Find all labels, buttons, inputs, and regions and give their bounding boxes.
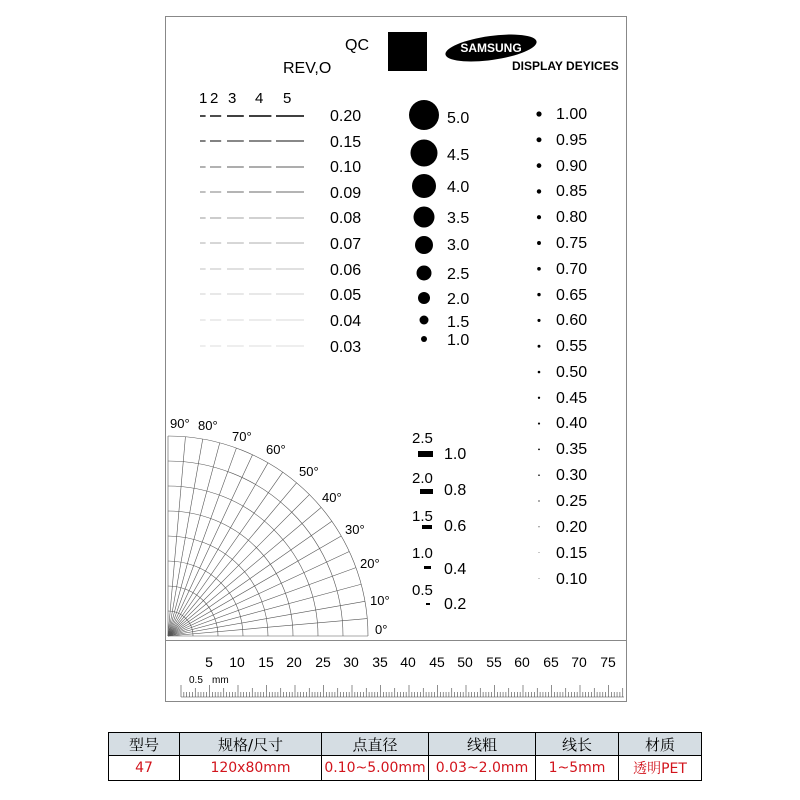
- large-dot: [414, 207, 435, 228]
- spec-table-header-row: [109, 733, 702, 756]
- spec-value-model: 47: [109, 756, 180, 781]
- bar-mark: [424, 566, 431, 569]
- ruler-label: 75: [600, 654, 616, 670]
- small-dot-label: 0.65: [556, 287, 588, 304]
- small-dot: [537, 215, 541, 219]
- small-dot-label: 0.35: [556, 441, 588, 458]
- bar-length-label: 1.5: [412, 508, 433, 525]
- spec-header-model: 型号: [109, 733, 180, 756]
- spec-header-dot-diameter: 点直径: [322, 733, 429, 756]
- small-dot: [536, 111, 541, 116]
- line-width-label: 0.15: [330, 134, 362, 151]
- bar-width-label: 1.0: [444, 446, 467, 463]
- spec-header-size: 规格/尺寸: [180, 733, 322, 756]
- line-width-label: 0.08: [330, 210, 362, 227]
- bar-length-label: 2.0: [412, 470, 433, 487]
- spec-header-line-width: 线粗: [429, 733, 536, 756]
- large-dot-label: 5.0: [447, 110, 470, 127]
- spec-table-value-row: [109, 756, 702, 781]
- small-dot: [537, 241, 541, 245]
- angle-label: 40°: [322, 490, 342, 505]
- spec-value-dot-diameter: 0.10~5.00mm: [322, 756, 429, 781]
- line-width-label: 0.04: [330, 313, 362, 330]
- small-dot-label: 0.45: [556, 390, 588, 407]
- small-dot: [538, 397, 540, 399]
- small-dot-label: 0.70: [556, 261, 588, 278]
- brand-subtitle: DISPLAY DEYICES: [512, 59, 619, 73]
- ruler-label: 70: [571, 654, 587, 670]
- length-label: 1: [199, 90, 208, 107]
- small-dot: [537, 267, 541, 271]
- bar-width-label: 0.8: [444, 482, 467, 499]
- brand-logo-text: SAMSUNG: [460, 41, 522, 55]
- small-dot: [539, 552, 540, 553]
- large-dot: [420, 316, 429, 325]
- small-dot-label: 0.85: [556, 183, 588, 200]
- small-dot-label: 0.80: [556, 209, 588, 226]
- large-dot: [421, 336, 427, 342]
- small-dot-label: 0.25: [556, 493, 588, 510]
- small-dot-label: 0.50: [556, 364, 588, 381]
- large-dot: [417, 266, 432, 281]
- angle-label: 0°: [375, 622, 388, 637]
- angle-label: 10°: [370, 593, 390, 608]
- angle-label: 80°: [198, 418, 218, 433]
- small-dot: [537, 137, 542, 142]
- large-dot-label: 2.5: [447, 266, 470, 283]
- spec-value-material: 透明PET: [619, 756, 702, 781]
- ruler-label: 25: [315, 654, 331, 670]
- line-width-label: 0.09: [330, 185, 362, 202]
- line-width-label: 0.03: [330, 339, 362, 356]
- bar-length-label: 2.5: [412, 430, 433, 447]
- ruler-unit: mm: [212, 675, 229, 686]
- ruler-label: 50: [457, 654, 473, 670]
- ruler-label: 40: [400, 654, 416, 670]
- spec-header-material: 材质: [619, 733, 702, 756]
- spec-value-line-width: 0.03~2.0mm: [429, 756, 536, 781]
- bar-length-label: 0.5: [412, 582, 433, 599]
- spec-value-line-length: 1~5mm: [536, 756, 619, 781]
- length-label: 4: [255, 90, 264, 107]
- small-dot: [538, 500, 539, 501]
- small-dot-label: 0.30: [556, 467, 588, 484]
- ruler-label: 35: [372, 654, 388, 670]
- large-dot-label: 3.0: [447, 237, 470, 254]
- spec-table: [108, 732, 702, 781]
- spec-value-size: 120x80mm: [180, 756, 322, 781]
- small-dot-label: 0.60: [556, 312, 588, 329]
- bar-width-label: 0.4: [444, 561, 467, 578]
- angle-label: 60°: [266, 442, 286, 457]
- length-label: 2: [210, 90, 219, 107]
- small-dot: [538, 423, 540, 425]
- small-dot: [537, 293, 540, 296]
- small-dot: [538, 474, 540, 476]
- large-dot-label: 1.5: [447, 314, 470, 331]
- bar-length-label: 1.0: [412, 545, 433, 562]
- small-dot: [537, 189, 541, 193]
- small-dot-label: 0.90: [556, 158, 588, 175]
- large-dot-label: 4.0: [447, 179, 470, 196]
- length-label: 3: [228, 90, 237, 107]
- angle-label: 20°: [360, 556, 380, 571]
- bar-mark: [420, 489, 433, 494]
- small-dot-label: 0.75: [556, 235, 588, 252]
- ruler-label: 5: [205, 654, 213, 670]
- ruler-label: 65: [543, 654, 559, 670]
- small-dot: [538, 345, 541, 348]
- ruler-label: 60: [514, 654, 530, 670]
- ruler-label: 55: [486, 654, 502, 670]
- bar-mark: [418, 451, 433, 457]
- ruler-label: 10: [229, 654, 245, 670]
- large-dot: [418, 292, 430, 304]
- large-dot-label: 3.5: [447, 210, 470, 227]
- line-width-label: 0.10: [330, 159, 362, 176]
- small-dot: [537, 163, 542, 168]
- rev-label: REV,O: [283, 60, 332, 77]
- line-width-label: 0.06: [330, 262, 362, 279]
- bar-mark: [422, 525, 432, 529]
- small-dot-label: 0.15: [556, 545, 588, 562]
- large-dot-label: 1.0: [447, 332, 470, 349]
- large-dot: [412, 174, 436, 198]
- ruler-label: 15: [258, 654, 274, 670]
- angle-label: 50°: [299, 464, 319, 479]
- bar-mark: [426, 603, 430, 605]
- small-dot-label: 1.00: [556, 106, 588, 123]
- line-width-label: 0.07: [330, 236, 362, 253]
- ruler-labels: [205, 654, 616, 670]
- line-width-label: 0.20: [330, 108, 362, 125]
- small-dot-label: 0.10: [556, 571, 588, 588]
- ruler-label: 45: [429, 654, 445, 670]
- large-dot: [415, 236, 433, 254]
- angle-label: 90°: [170, 416, 190, 431]
- small-dot: [539, 578, 540, 579]
- angle-label: 30°: [345, 522, 365, 537]
- small-dot: [538, 448, 540, 450]
- angle-label: 70°: [232, 429, 252, 444]
- bar-width-label: 0.6: [444, 518, 467, 535]
- ruler-tick-note: 0.5: [189, 675, 203, 686]
- small-dot-label: 0.95: [556, 132, 588, 149]
- small-dot-label: 0.20: [556, 519, 588, 536]
- small-dot-label: 0.55: [556, 338, 588, 355]
- bar-width-label: 0.2: [444, 596, 467, 613]
- ruler-label: 20: [286, 654, 302, 670]
- large-dot-label: 2.0: [447, 291, 470, 308]
- small-dot: [538, 371, 541, 374]
- small-dot: [537, 319, 540, 322]
- large-dot: [411, 140, 438, 167]
- large-dot: [409, 100, 439, 130]
- line-width-label: 0.05: [330, 287, 362, 304]
- qc-label: QC: [345, 37, 369, 54]
- length-label: 5: [283, 90, 292, 107]
- spec-header-line-length: 线长: [536, 733, 619, 756]
- small-dot: [538, 526, 539, 527]
- black-square: [388, 32, 427, 71]
- small-dot-label: 0.40: [556, 415, 588, 432]
- ruler-label: 30: [343, 654, 359, 670]
- large-dot-label: 4.5: [447, 147, 470, 164]
